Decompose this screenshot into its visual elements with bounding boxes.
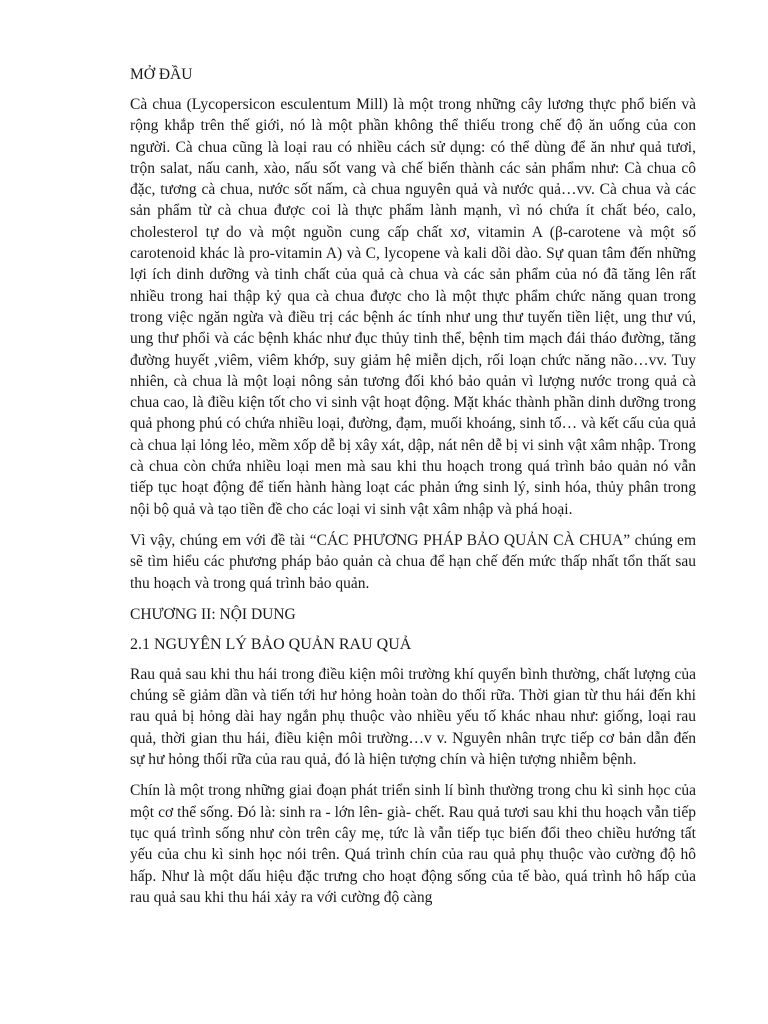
paragraph-section-2: Chín là một trong những giai đoạn phát triển sinh lí bình thường trong chu kì sinh học của một cơ thể sống. Đó là: sinh ra - lớn lên- già- chết. Rau quả tươi sau khi thu hoạch vẫn tiếp tục quá trình sống như còn trên cây mẹ, tức là vẫn tiếp tục biến đổi theo chiều hướng tất yếu của chu kì sinh học nói trên. Quá trình chín của rau quả phụ thuộc vào cường độ hô hấp. Như là một dấu hiệu đặc trưng cho hoạt động sống của tế bào, quá trình hô hấp của rau quả sau khi thu hái xảy ra với cường độ càng [130, 782, 696, 906]
heading-intro: MỞ ĐẦU [130, 66, 193, 83]
paragraph-intro-1: Cà chua (Lycopersicon esculentum Mill) là một trong những cây lương thực phổ biến và rộng khắp trên thế giới, nó là một phần không thể thiếu trong chế độ ăn uống của con người. Cà chua cũng là loại rau có nhiều cách sử dụng: có thể dùng để ăn như quả tươi, trộn salat, nấu canh, xào, nấu sốt vang và chế biến thành các sản phẩm như: Cà chua cô đặc, tương cà chua, nước sốt nấm, cà chua nguyên quả và nước quả…vv. Cà chua và các sản phẩm từ cà chua được coi là thực phẩm lành mạnh, vì nó chứa ít chất béo, calo, cholesterol tự do và một nguồn cung cấp chất xơ, vitamin A (β-carotene và một số carotenoid khác là pro-vitamin A) và C, lycopene và kali dồi dào. Sự quan tâm đến những lợi ích dinh dưỡng và tinh chất của quả cà chua và các sản phẩm của nó đã tăng lên rất nhiều trong hai thập kỷ qua cà chua được cho là một thực phẩm chức năng quan trong trong việc ngăn ngừa và điều trị các bệnh ác tính như ung thư tuyến tiền liệt, ung thư vú, ung thư phổi và các bệnh khác như đục thủy tinh thể, bệnh tim mạch đái tháo đường, tăng đường huyết ,viêm, viêm khớp, suy giảm hệ miễn dịch, rối loạn chức năng não…vv. Tuy nhiên, cà chua là một loại nông sản tương đối khó bảo quản vì lượng nước trong quả cà chua cao, là điều kiện tốt cho vi sinh vật hoạt động. Mặt khác thành phần dinh dưỡng trong quả phong phú có chứa nhiều loại, đường, đạm, muối khoáng, sinh tố… và kết cấu của quả cà chua lại lỏng lẻo, mềm xốp dễ bị xây xát, dập, nát nên dễ bị vi sinh vật xâm nhập. Trong cà chua còn chứa nhiều loại men mà sau khi thu hoạch trong quá trình bảo quản nó vẫn tiếp tục hoạt động để tiến hành hàng loạt các phản ứng sinh lý, sinh hóa, thủy phân trong nội bộ quả và tạo tiền đề cho các loại vi sinh vật xâm nhập và phá hoại. [130, 96, 696, 518]
paragraph-section-1: Rau quả sau khi thu hái trong điều kiện môi trường khí quyển bình thường, chất lượng của chúng sẽ giảm dần và tiến tới hư hỏng hoàn toàn do thối rữa. Thời gian từ thu hái đến khi rau quả bị hỏng dài hay ngắn phụ thuộc vào nhiều yếu tố khác nhau như: giống, loại rau quả, thời gian thu hái, điều kiện môi trường…v v. Nguyên nhân trực tiếp cơ bản dẫn đến sự hư hỏng thối rữa của rau quả, đó là hiện tượng chín và hiện tượng nhiễm bệnh. [130, 665, 696, 769]
paragraph-intro-2: Vì vậy, chúng em với đề tài “CÁC PHƯƠNG PHÁP BẢO QUẢN CÀ CHUA” chúng em sẽ tìm hiểu các phương pháp bảo quản cà chua để hạn chế đến mức thấp nhất tổn thất sau thu hoạch và trong quá trình bảo quản. [130, 531, 696, 592]
heading-chapter: CHƯƠNG II: NỘI DUNG [130, 605, 296, 623]
heading-section: 2.1 NGUYÊN LÝ BẢO QUẢN RAU QUẢ [130, 635, 412, 653]
